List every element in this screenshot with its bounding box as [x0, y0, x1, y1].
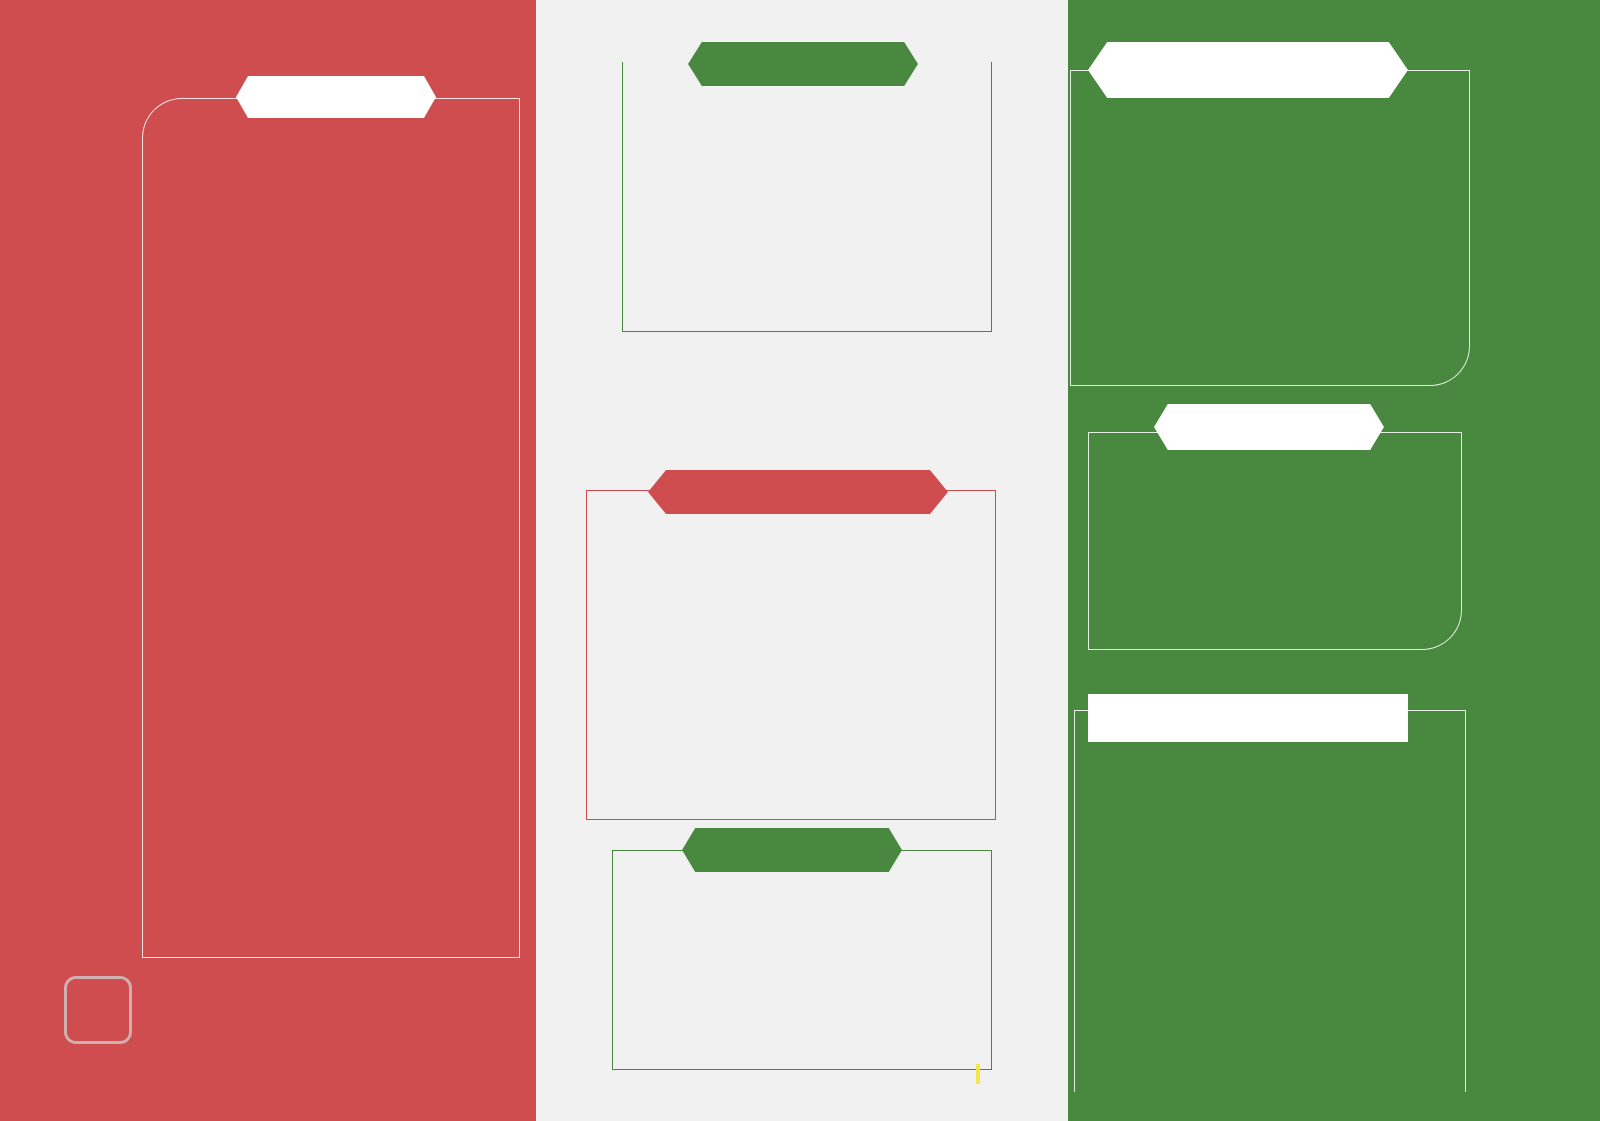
fries-frame: [1074, 710, 1466, 1092]
pizza-title: [688, 42, 918, 86]
pasta-fries-panel: [1068, 0, 1600, 1121]
macaroni-title: [648, 470, 948, 514]
fries-title: [1088, 694, 1408, 742]
noodles-title: [236, 76, 436, 118]
pizza-frame: [622, 62, 992, 332]
pasta-title: [1088, 42, 1408, 98]
camscanner-logo-icon: [64, 976, 132, 1044]
macaroni-frame: [586, 490, 996, 820]
pizza-macaroni-rice-panel: [536, 0, 1068, 1121]
note-marker: [976, 1064, 980, 1084]
camscanner-watermark: [64, 976, 168, 1044]
fettuccine-frame: [1088, 432, 1462, 650]
pasta-frame: [1070, 70, 1470, 386]
rice-title: [682, 828, 902, 872]
noodles-panel: [0, 0, 536, 1121]
noodles-frame: [142, 98, 520, 958]
fettuccine-title: [1154, 404, 1384, 450]
rice-frame: [612, 850, 992, 1070]
